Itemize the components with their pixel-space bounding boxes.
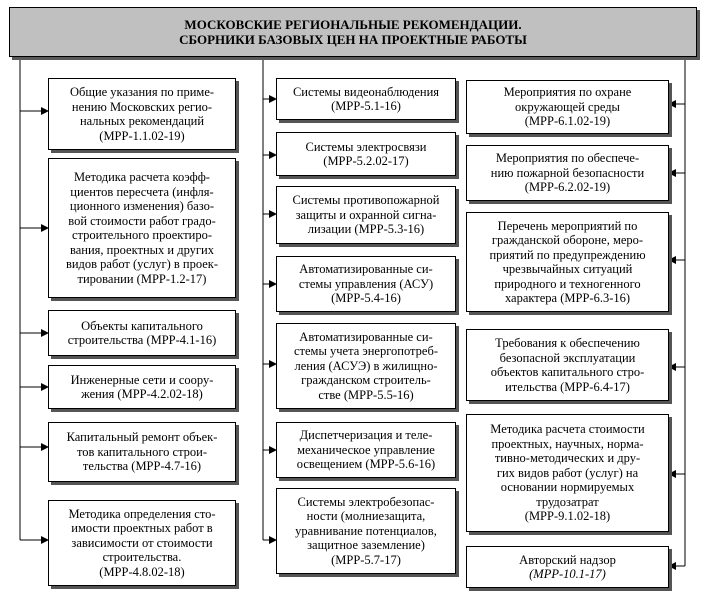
box-text-line: ционного изменения) базо- — [69, 199, 215, 213]
box-text-line: Системы видеонаблюдения — [292, 84, 440, 99]
box-text-line: Объекты капитального — [81, 318, 203, 333]
box-text-line: тировании (МРР-1.2-17) — [77, 271, 207, 286]
box-text-line: стемы учета энергопотреб- — [294, 344, 438, 359]
box-general-guidelines — [48, 78, 236, 150]
box-labor-cost-method — [466, 414, 669, 532]
box-author-supervision — [466, 546, 669, 588]
box-text-line: защиты и охранной сигна- — [295, 207, 437, 222]
box-text-line: Мероприятия по обеспече- — [495, 151, 640, 166]
box-text-line: Системы противопожарной — [292, 193, 440, 208]
box-text-line: Системы электробезопас- — [297, 494, 435, 509]
box-text-line: Мероприятия по охране — [503, 85, 632, 100]
box-capital-repair — [48, 422, 236, 482]
box-text-line: (МРР-5.4-16) — [331, 291, 401, 306]
box-text-line: вой стоимости работ градо- — [68, 213, 216, 228]
box-text-line: строительства. — [102, 550, 182, 565]
box-text-line: Диспетчеризация и теле- — [299, 428, 433, 443]
box-text-line: тивно-методических и дру- — [494, 451, 641, 466]
box-engineering-networks — [48, 365, 236, 409]
box-text-line: (МРР-5.2.02-17) — [323, 154, 409, 168]
box-text-line: (МРР-1.1.02-19) — [99, 128, 185, 143]
box-text-line: зависимости от стоимости — [71, 535, 213, 550]
box-text-line: ления (АСУЭ) в жилищно- — [294, 358, 438, 373]
box-civil-defense-measures — [466, 212, 669, 312]
box-text-line: трудозатрат — [536, 494, 599, 509]
box-text-line: Автоматизированные си- — [299, 262, 433, 277]
box-text-line: безопасной эксплуатации — [499, 350, 636, 365]
box-text-line: (МРР-5.1-16) — [331, 99, 401, 113]
box-cost-determination-method — [48, 500, 236, 586]
box-fire-safety-measures — [466, 145, 669, 201]
box-text-line: (МРР-9.1.02-18) — [524, 509, 611, 524]
box-text-line: уравнивание потенциалов, — [295, 523, 437, 538]
diagram-title — [9, 7, 697, 57]
box-video-surveillance — [276, 78, 456, 120]
box-electrical-safety-systems — [276, 488, 456, 574]
box-text-line: Авторский надзор — [519, 552, 616, 567]
box-text-line: строительного проектиро- — [71, 228, 213, 242]
box-text-line: (МРР-6.1.02-19) — [524, 114, 611, 129]
box-text-line: Требования к обеспечению — [495, 336, 640, 350]
box-text-line: основании нормируемых — [500, 480, 635, 495]
box-text-line: имости проектных работ в — [71, 521, 213, 536]
box-text-line: Инженерные сети и соору- — [70, 372, 214, 387]
box-text-line: строительства (МРР-4.1-16) — [67, 333, 217, 347]
box-text-line: стве (МРР-5.5-16) — [318, 387, 414, 402]
box-text-line: гражданской обороне, меро- — [491, 233, 644, 247]
box-energy-metering-systems — [276, 323, 456, 409]
box-text-line: Методика определения сто- — [68, 506, 216, 521]
box-text-line: жения (МРР-4.2.02-18) — [81, 387, 203, 401]
box-text-line: окружающей среды — [515, 99, 620, 114]
box-text-line: Автоматизированные си- — [299, 329, 433, 344]
box-text-line: проектных, научных, норма- — [491, 436, 644, 451]
box-text-line: ительства (МРР-6.4-17) — [505, 379, 630, 394]
box-environmental-protection — [466, 80, 669, 134]
box-text-line: Перечень мероприятий по — [497, 218, 638, 233]
box-text-line: чрезвычайных ситуаций — [502, 262, 633, 276]
box-text-line: нию пожарной безопасности — [490, 165, 645, 180]
box-text-line: (МРР-5.7-17) — [331, 552, 401, 567]
title-line-2: СБОРНИКИ БАЗОВЫХ ЦЕН НА ПРОЕКТНЫЕ РАБОТЫ — [179, 32, 527, 47]
box-text-line: циентов пересчета (инфля- — [70, 184, 214, 199]
box-text-line: объектов капитального стро- — [490, 365, 645, 379]
box-text-line: гих видов работ (услуг) на — [496, 465, 639, 480]
box-safe-operation-requirements — [466, 329, 669, 401]
box-telecom-systems — [276, 132, 456, 176]
box-text-line: ности (молниезащита, — [306, 509, 426, 524]
box-text-line: механическое управление — [297, 442, 435, 457]
box-text-line: освещением (МРР-5.6-16) — [296, 457, 436, 472]
box-text-line: вания, проектных и других — [70, 242, 214, 257]
box-text-line: Методика расчета коэфф- — [74, 170, 210, 184]
box-text-line: (МРР-6.2.02-19) — [524, 180, 611, 195]
box-text-line: тов капитального строи- — [76, 444, 208, 459]
box-recalc-coefficients-method — [48, 158, 236, 298]
box-text-line: видов работ (услуг) в проек- — [65, 257, 219, 271]
box-text-line: приятий по предупреждению — [489, 247, 646, 262]
box-text-line: Системы электросвязи — [305, 139, 427, 154]
box-text-line: природного и техногенного — [494, 276, 641, 291]
box-fire-protection-systems — [276, 186, 456, 244]
box-text-line: Общие указания по приме- — [69, 85, 215, 99]
box-automated-control-systems — [276, 256, 456, 312]
box-text-line: защитное заземление) — [307, 538, 425, 553]
box-text-line: стемы управления (АСУ) — [298, 276, 434, 291]
box-text-line: характера (МРР-6.3-16) — [504, 291, 631, 305]
box-text-line: нению Московских регио- — [71, 99, 213, 114]
box-text-line: тельства (МРР-4.7-16) — [82, 459, 202, 474]
box-text-line: лизации (МРР-5.3-16) — [307, 222, 425, 237]
box-text-line: Методика расчета стоимости — [490, 422, 645, 437]
box-text-line: Капитальный ремонт объек- — [66, 430, 218, 445]
box-text-line: (МРР-4.8.02-18) — [99, 564, 185, 579]
title-line-1: МОСКОВСКИЕ РЕГИОНАЛЬНЫЕ РЕКОМЕНДАЦИИ. — [184, 17, 522, 32]
box-capital-construction-objects — [48, 310, 236, 356]
box-code: (МРР-10.1-17) — [529, 567, 606, 581]
box-dispatching-lighting — [276, 422, 456, 478]
box-text-line: гражданском строитель- — [301, 373, 431, 388]
box-text-line: нальных рекомендаций — [79, 114, 205, 128]
